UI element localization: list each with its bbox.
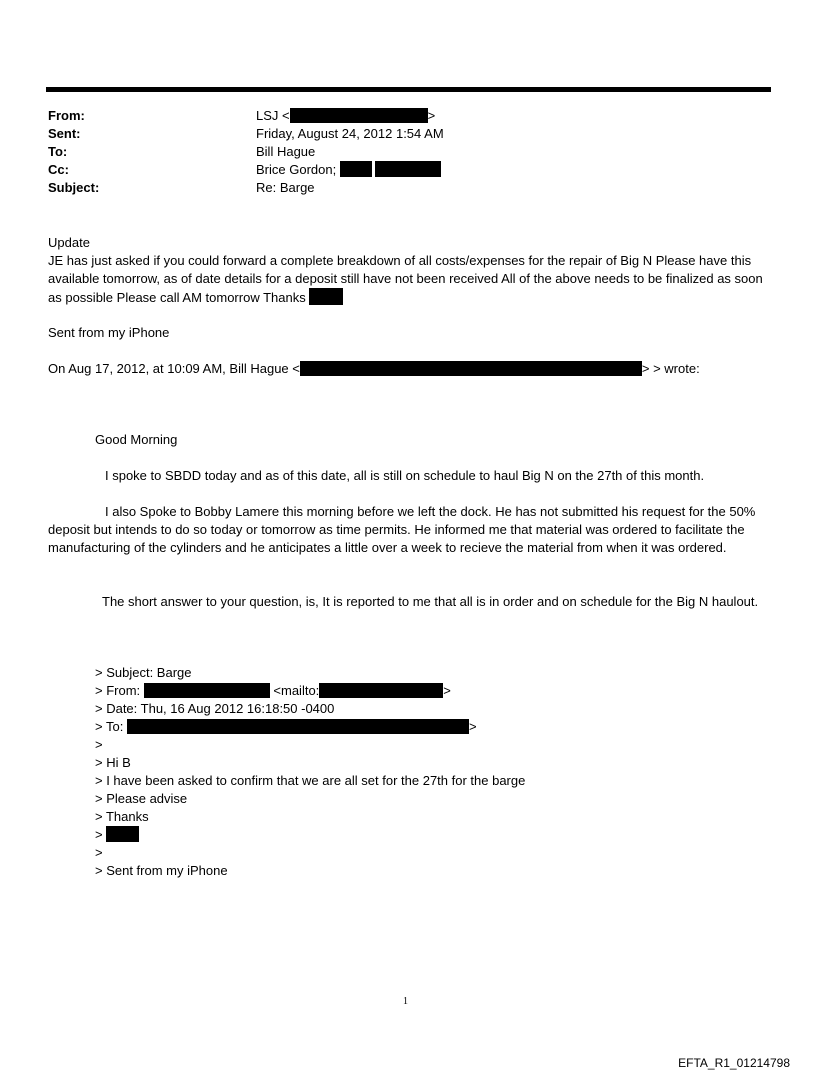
from-value bbox=[256, 107, 435, 125]
quoted-from-prefix: > From: bbox=[95, 683, 141, 698]
reply-intro-prefix: On Aug 17, 2012, at 10:09 AM, Bill Hague < bbox=[48, 361, 300, 376]
subject-label: Subject: bbox=[48, 180, 100, 195]
redaction-box bbox=[340, 161, 372, 177]
cc-label: Cc: bbox=[48, 162, 69, 177]
quoted-from bbox=[95, 682, 451, 700]
redaction-box bbox=[375, 161, 441, 177]
subject-value: Re: Barge bbox=[256, 180, 315, 195]
reply-intro bbox=[48, 360, 700, 378]
quoted-subject: > Subject: Barge bbox=[95, 665, 192, 680]
from-label: From: bbox=[48, 108, 85, 123]
cc-value bbox=[256, 161, 441, 179]
redaction-box bbox=[106, 826, 139, 842]
quoted-greeting: > Hi B bbox=[95, 755, 131, 770]
to-label: To: bbox=[48, 144, 68, 159]
cc-value-text: Brice Gordon; bbox=[256, 162, 337, 177]
from-value-prefix: LSJ < bbox=[256, 108, 290, 123]
from-value-suffix: > bbox=[427, 108, 436, 123]
quoted-confirm: > I have been asked to confirm that we are all set for the 27th for the barge bbox=[95, 773, 526, 788]
to-value: Bill Hague bbox=[256, 144, 316, 159]
message-paragraph bbox=[48, 252, 773, 307]
quoted-to bbox=[95, 718, 477, 736]
redaction-box bbox=[300, 361, 642, 376]
reply-paragraph-1: I spoke to SBDD today and as of this date, all is still on schedule to haul Big N on the 27th of this month. bbox=[105, 468, 705, 483]
quoted-advise: > Please advise bbox=[95, 791, 188, 806]
reply-intro-suffix: > > wrote: bbox=[641, 361, 700, 376]
redaction-box bbox=[290, 108, 428, 123]
quoted-from-mailto: <mailto: bbox=[273, 683, 320, 698]
quoted-blank-line: > bbox=[95, 737, 103, 752]
sent-value: Friday, August 24, 2012 1:54 AM bbox=[256, 126, 444, 141]
update-line: Update bbox=[48, 235, 90, 250]
quoted-signature-prefix: > bbox=[95, 827, 103, 842]
reply-paragraph-3: The short answer to your question, is, It is reported to me that all is in order and on schedule for the Big N haulout. bbox=[102, 594, 759, 609]
redaction-box bbox=[309, 288, 343, 305]
quoted-thanks: > Thanks bbox=[95, 809, 149, 824]
header-rule bbox=[46, 87, 771, 92]
message-text: JE has just asked if you could forward a complete breakdown of all costs/expenses for the repair of Big N Please have this available tomorrow, as of date details for a deposit still have not been received All of the above needs to be finalized as soon as possible Please call AM tomorrow Thanks bbox=[48, 253, 763, 305]
redaction-box bbox=[319, 683, 443, 698]
quoted-signature bbox=[95, 826, 139, 844]
quoted-from-suffix: > bbox=[443, 683, 451, 698]
redaction-box bbox=[144, 683, 270, 698]
quoted-date: > Date: Thu, 16 Aug 2012 16:18:50 -0400 bbox=[95, 701, 335, 716]
page-number: 1 bbox=[403, 996, 408, 1007]
quoted-sent: > Sent from my iPhone bbox=[95, 863, 228, 878]
quoted-to-suffix: > bbox=[468, 719, 477, 734]
redaction-box bbox=[127, 719, 469, 734]
reply-paragraph-2: I also Spoke to Bobby Lamere this morning before we left the dock. He has not submitted his request for the 50% deposit but intends to do so today or tomorrow as time permits. He informed me that material was ordered to facilitate the manufacturing of the cylinders and he anticipates a little over a week to recieve the material from when it was ordered. bbox=[48, 504, 756, 555]
document-id: EFTA_R1_01214798 bbox=[678, 1056, 790, 1070]
signature-line: Sent from my iPhone bbox=[48, 325, 170, 340]
quoted-blank-line: > bbox=[95, 845, 103, 860]
quoted-to-prefix: > To: bbox=[95, 719, 124, 734]
sent-label: Sent: bbox=[48, 126, 81, 141]
greeting: Good Morning bbox=[95, 432, 178, 447]
